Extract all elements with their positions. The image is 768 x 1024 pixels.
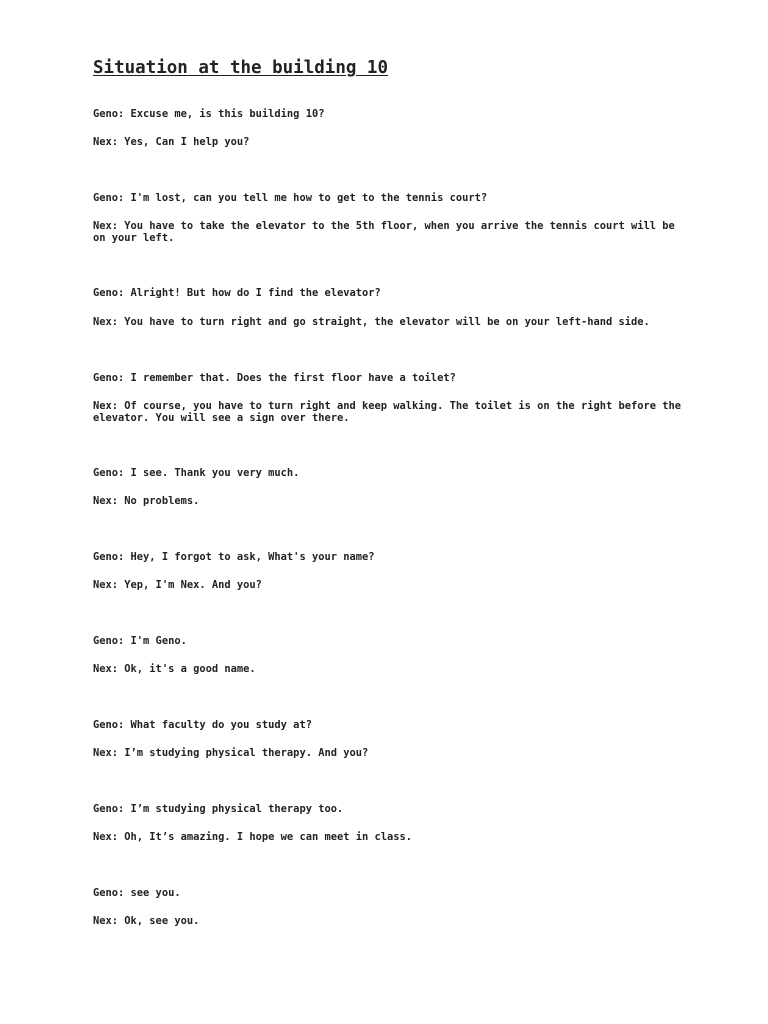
page-title: Situation at the building 10 [93,58,389,78]
dialogue-line-nex: Nex: Yes, Can I help you? [93,136,250,148]
dialogue-line-geno: Geno: see you. [93,887,181,899]
dialogue-line-nex: Nex: Oh, It’s amazing. I hope we can meet in class. [93,831,413,843]
dialogue-line-nex: Nex: I’m studying physical therapy. And you? [93,747,369,759]
dialogue-line-nex: Nex: Of course, you have to turn right and keep walking. The toilet is on the right before the elevator. You will see a sign over there. [93,400,682,424]
dialogue-line-nex: Nex: You have to turn right and go straight, the elevator will be on your left-hand side. [93,316,650,328]
dialogue-line-geno: Geno: I remember that. Does the first floor have a toilet? [93,372,456,384]
dialogue-line-nex: Nex: Yep, I'm Nex. And you? [93,579,262,591]
dialogue-line-geno: Geno: I’m studying physical therapy too. [93,803,344,815]
dialogue-line-nex: Nex: No problems. [93,495,200,507]
dialogue-line-geno: Geno: I'm lost, can you tell me how to get to the tennis court? [93,192,488,204]
dialogue-line-nex: Nex: Ok, it's a good name. [93,663,256,675]
dialogue-line-geno: Geno: I see. Thank you very much. [93,467,300,479]
dialogue-line-nex: Nex: Ok, see you. [93,915,200,927]
dialogue-line-geno: Geno: I'm Geno. [93,635,187,647]
dialogue-line-geno: Geno: Excuse me, is this building 10? [93,108,325,120]
dialogue-line-geno: Geno: Alright! But how do I find the elevator? [93,287,381,299]
dialogue-line-geno: Geno: Hey, I forgot to ask, What's your name? [93,551,375,563]
dialogue-line-nex: Nex: You have to take the elevator to the 5th floor, when you arrive the tennis court will be on your left. [93,220,675,244]
dialogue-line-geno: Geno: What faculty do you study at? [93,719,312,731]
